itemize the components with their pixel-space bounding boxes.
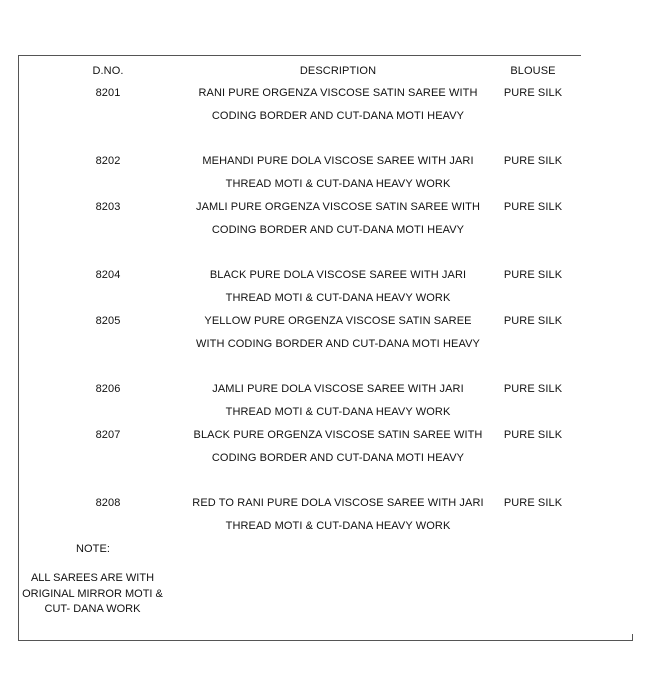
frame-right-stub [632, 634, 633, 641]
row-blouse: PURE SILK [503, 269, 563, 281]
row-description-line1: BLACK PURE ORGENZA VISCOSE SATIN SAREE WITH [193, 429, 483, 441]
row-dno: 8208 [95, 497, 121, 509]
row-description-line1: RANI PURE ORGENZA VISCOSE SATIN SAREE WITH [198, 87, 478, 99]
frame-left-border [18, 55, 19, 641]
row-description-line1: BLACK PURE DOLA VISCOSE SAREE WITH JARI [209, 269, 467, 281]
row-description-line1: JAMLI PURE ORGENZA VISCOSE SATIN SAREE WITH [195, 201, 481, 213]
row-dno: 8205 [95, 315, 121, 327]
row-description-line2: WITH CODING BORDER AND CUT-DANA MOTI HEAVY [196, 338, 480, 350]
row-dno: 8201 [95, 87, 121, 99]
row-description-line1: YELLOW PURE ORGENZA VISCOSE SATIN SAREE [204, 315, 472, 327]
row-dno: 8204 [95, 269, 121, 281]
row-description-line1: JAMLI PURE DOLA VISCOSE SAREE WITH JARI [212, 383, 464, 395]
row-dno: 8207 [95, 429, 121, 441]
row-dno: 8203 [95, 201, 121, 213]
row-blouse: PURE SILK [503, 383, 563, 395]
row-description-line1: MEHANDI PURE DOLA VISCOSE SAREE WITH JARI [202, 155, 474, 167]
row-description-line2: CODING BORDER AND CUT-DANA MOTI HEAVY [211, 452, 465, 464]
saree-spec-sheet [18, 55, 633, 641]
row-dno: 8206 [95, 383, 121, 395]
row-description-line2: CODING BORDER AND CUT-DANA MOTI HEAVY [211, 110, 465, 122]
row-description-line2: THREAD MOTI & CUT-DANA HEAVY WORK [225, 178, 451, 190]
row-blouse: PURE SILK [503, 429, 563, 441]
header-dno: D.NO. [92, 65, 124, 77]
row-blouse: PURE SILK [503, 315, 563, 327]
row-description-line2: CODING BORDER AND CUT-DANA MOTI HEAVY [211, 224, 465, 236]
header-blouse: BLOUSE [510, 65, 556, 77]
row-description-line2: THREAD MOTI & CUT-DANA HEAVY WORK [225, 520, 451, 532]
row-description-line1: RED TO RANI PURE DOLA VISCOSE SAREE WITH JARI [192, 497, 484, 509]
row-description-line2: THREAD MOTI & CUT-DANA HEAVY WORK [225, 292, 451, 304]
header-description: DESCRIPTION [299, 65, 377, 77]
row-dno: 8202 [95, 155, 121, 167]
note-text: ALL SAREES ARE WITH ORIGINAL MIRROR MOTI & CUT- DANA WORK [22, 572, 163, 615]
frame-bottom-border [18, 640, 633, 641]
row-blouse: PURE SILK [503, 87, 563, 99]
frame-top-border [18, 55, 581, 56]
row-blouse: PURE SILK [503, 155, 563, 167]
note-label: NOTE: [75, 543, 111, 555]
row-blouse: PURE SILK [503, 201, 563, 213]
row-blouse: PURE SILK [503, 497, 563, 509]
row-description-line2: THREAD MOTI & CUT-DANA HEAVY WORK [225, 406, 451, 418]
